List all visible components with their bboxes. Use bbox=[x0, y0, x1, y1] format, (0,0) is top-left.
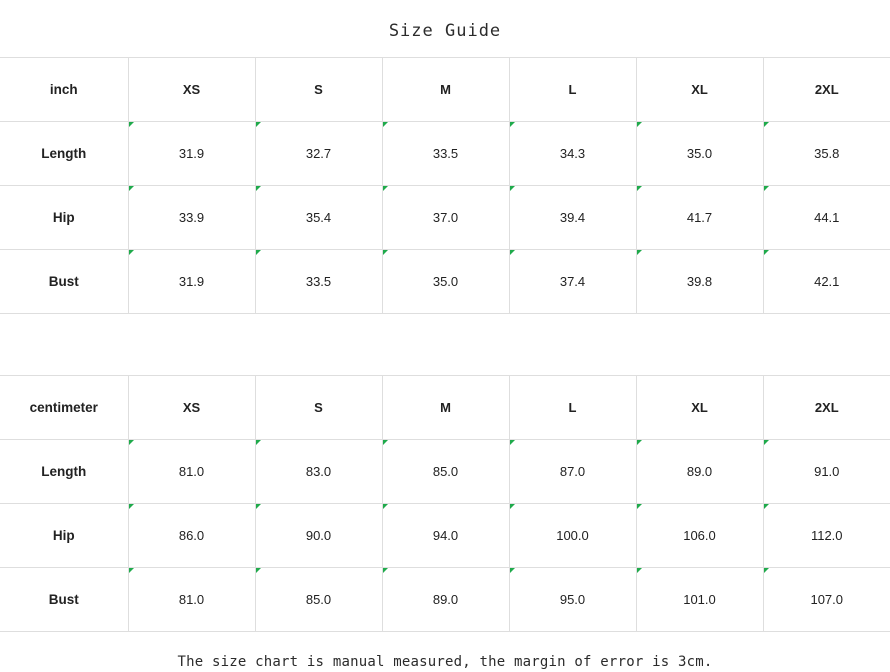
page-title: Size Guide bbox=[388, 21, 502, 41]
cell-bust-2xl: 107.0 bbox=[763, 568, 890, 632]
table-row bbox=[0, 440, 890, 504]
cell-bust-xs: 31.9 bbox=[128, 250, 255, 314]
column-header-s: S bbox=[255, 376, 382, 440]
cell-hip-l: 100.0 bbox=[509, 504, 636, 568]
table-row bbox=[0, 504, 890, 568]
size-table-centimeter bbox=[0, 375, 890, 632]
cell-bust-m: 89.0 bbox=[382, 568, 509, 632]
cell-length-xs: 31.9 bbox=[128, 122, 255, 186]
cell-hip-s: 90.0 bbox=[255, 504, 382, 568]
column-header-m: M bbox=[382, 58, 509, 122]
table-row bbox=[0, 250, 890, 314]
unit-label-centimeter: centimeter bbox=[0, 376, 128, 440]
cell-bust-xl: 39.8 bbox=[636, 250, 763, 314]
column-header-xl: XL bbox=[636, 376, 763, 440]
cell-hip-m: 94.0 bbox=[382, 504, 509, 568]
cell-bust-s: 85.0 bbox=[255, 568, 382, 632]
cell-bust-2xl: 42.1 bbox=[763, 250, 890, 314]
cell-bust-xs: 81.0 bbox=[128, 568, 255, 632]
cell-hip-xs: 86.0 bbox=[128, 504, 255, 568]
row-label-bust: Bust bbox=[0, 250, 128, 314]
cell-length-xl: 35.0 bbox=[636, 122, 763, 186]
column-header-xs: XS bbox=[128, 58, 255, 122]
cell-length-m: 85.0 bbox=[382, 440, 509, 504]
cell-length-l: 34.3 bbox=[509, 122, 636, 186]
cell-length-xs: 81.0 bbox=[128, 440, 255, 504]
column-header-xs: XS bbox=[128, 376, 255, 440]
cell-length-m: 33.5 bbox=[382, 122, 509, 186]
cell-bust-m: 35.0 bbox=[382, 250, 509, 314]
table-separator bbox=[0, 314, 890, 375]
column-header-xl: XL bbox=[636, 58, 763, 122]
row-label-hip: Hip bbox=[0, 186, 128, 250]
column-header-l: L bbox=[509, 376, 636, 440]
column-header-2xl: 2XL bbox=[763, 376, 890, 440]
cell-length-s: 83.0 bbox=[255, 440, 382, 504]
cell-hip-2xl: 112.0 bbox=[763, 504, 890, 568]
row-label-length: Length bbox=[0, 440, 128, 504]
cell-length-2xl: 91.0 bbox=[763, 440, 890, 504]
column-header-s: S bbox=[255, 58, 382, 122]
cell-bust-xl: 101.0 bbox=[636, 568, 763, 632]
table-header-row bbox=[0, 58, 890, 122]
cell-length-xl: 89.0 bbox=[636, 440, 763, 504]
cell-length-s: 32.7 bbox=[255, 122, 382, 186]
unit-label-inch: inch bbox=[0, 58, 128, 122]
cell-bust-l: 95.0 bbox=[509, 568, 636, 632]
table-row bbox=[0, 122, 890, 186]
table-header-row bbox=[0, 376, 890, 440]
cell-bust-s: 33.5 bbox=[255, 250, 382, 314]
row-label-hip: Hip bbox=[0, 504, 128, 568]
cell-hip-m: 37.0 bbox=[382, 186, 509, 250]
cell-bust-l: 37.4 bbox=[509, 250, 636, 314]
cell-hip-l: 39.4 bbox=[509, 186, 636, 250]
column-header-2xl: 2XL bbox=[763, 58, 890, 122]
measurement-disclaimer: The size chart is manual measured, the margin of error is 3cm. bbox=[177, 654, 713, 670]
cell-hip-xl: 106.0 bbox=[636, 504, 763, 568]
row-label-length: Length bbox=[0, 122, 128, 186]
table-row bbox=[0, 568, 890, 632]
column-header-l: L bbox=[509, 58, 636, 122]
column-header-m: M bbox=[382, 376, 509, 440]
cell-length-2xl: 35.8 bbox=[763, 122, 890, 186]
cell-hip-xs: 33.9 bbox=[128, 186, 255, 250]
table-row bbox=[0, 186, 890, 250]
size-table-inch bbox=[0, 57, 890, 314]
row-label-bust: Bust bbox=[0, 568, 128, 632]
cell-hip-xl: 41.7 bbox=[636, 186, 763, 250]
cell-hip-2xl: 44.1 bbox=[763, 186, 890, 250]
cell-hip-s: 35.4 bbox=[255, 186, 382, 250]
cell-length-l: 87.0 bbox=[509, 440, 636, 504]
